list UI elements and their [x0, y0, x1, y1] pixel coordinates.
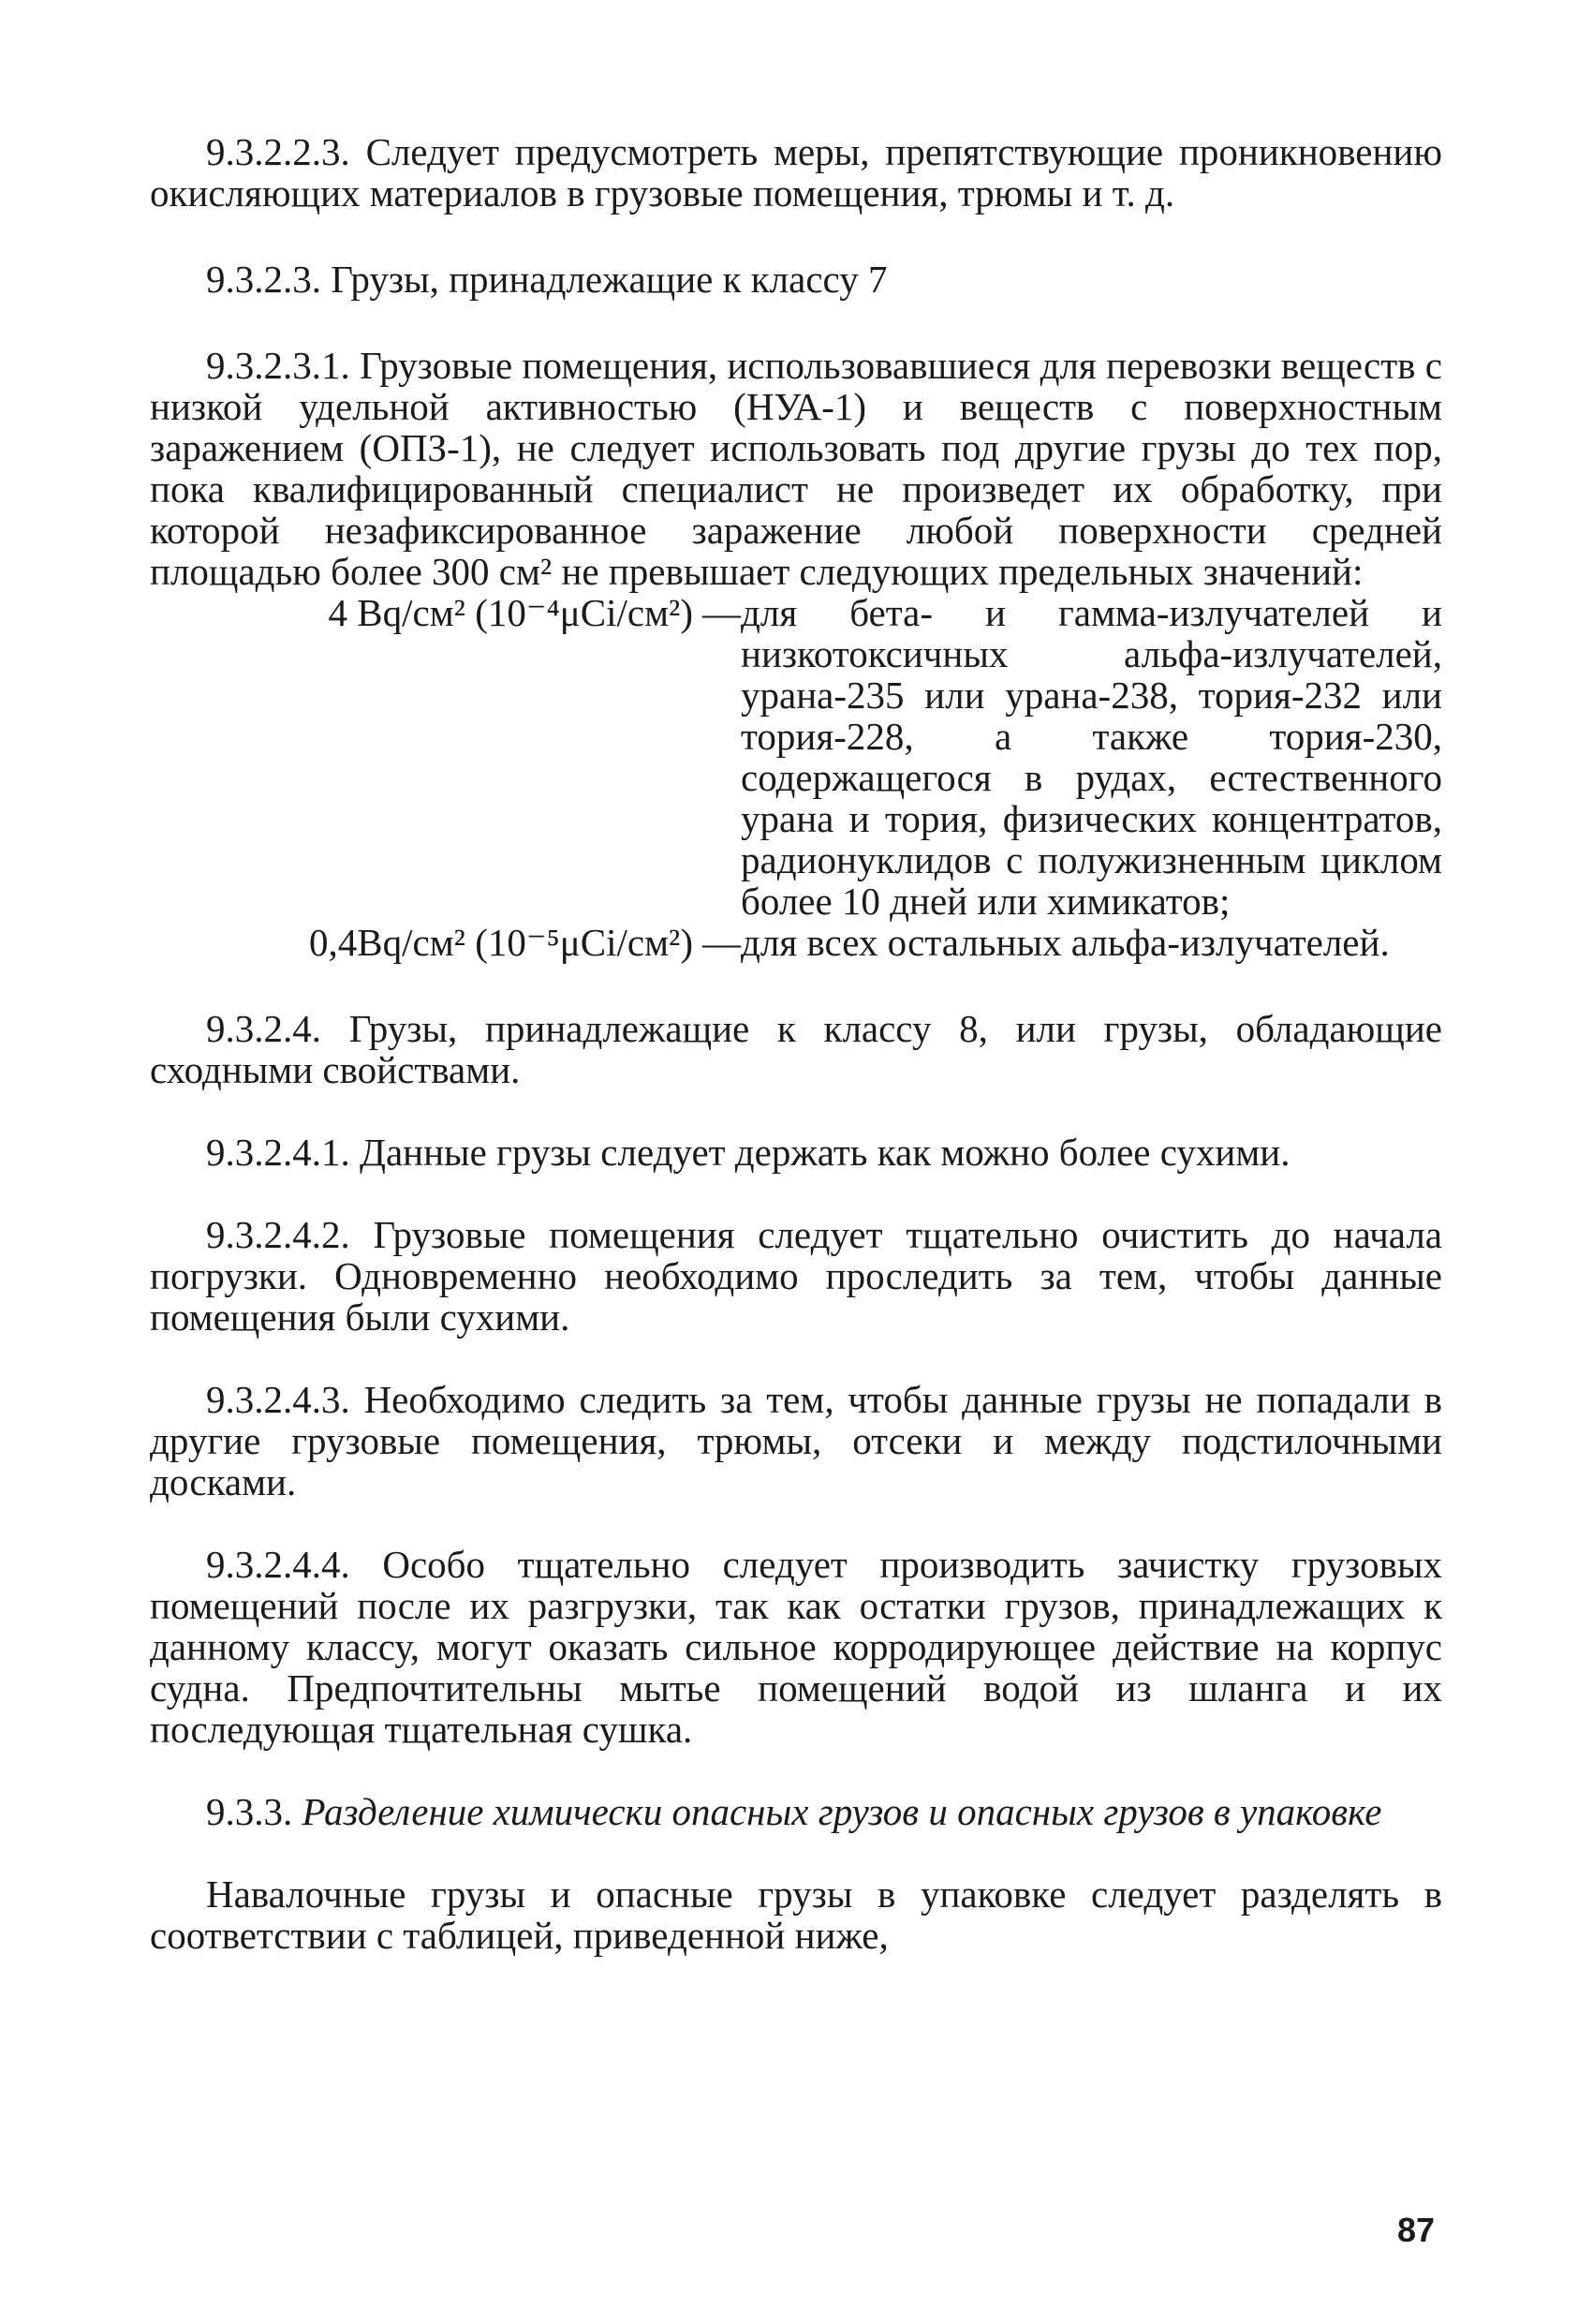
limit-dash: —: [702, 591, 741, 634]
heading-class-7: 9.3.2.3. Грузы, принадлежащие к классу 7: [206, 258, 888, 301]
section-title: Разделение химически опасных грузов и опасных грузов в упаковке: [302, 1790, 1382, 1833]
page-number: 87: [1397, 2211, 1436, 2249]
spacer: [150, 1090, 1442, 1132]
limit-value: 0,4Bq/см² (10⁻⁵μCi/см²): [309, 921, 693, 964]
spacer: [150, 963, 1442, 1008]
spacer: [150, 1502, 1442, 1544]
paragraph-9-3-2-4-4: 9.3.2.4.4. Особо тщательно следует производить зачистку грузовых помещений после их разгрузки, так как остатки грузов, принадлежащих к данному классу, могут оказать сильное корродирующее действие на корпус судна. Предпочтительны мытье помещений водой из шланга и их последующая тщательная сушка.: [150, 1543, 1442, 1751]
paragraph-9-3-2-4-3: 9.3.2.4.3. Необходимо следить за тем, чтобы данные грузы не попадали в другие грузовые помещения, трюмы, отсеки и между подстилочными досками.: [150, 1378, 1442, 1503]
limit-row: [150, 922, 1442, 963]
limit-dash: —: [702, 921, 741, 964]
spacer: [150, 214, 1442, 259]
limit-values-table: [150, 592, 1442, 963]
spacer: [150, 1832, 1442, 1873]
paragraph-9-3-2-4-1: 9.3.2.4.1. Данные грузы следует держать как можно более сухими.: [206, 1131, 1291, 1174]
paragraph-9-3-2-2-3: 9.3.2.2.3. Следует предусмотреть меры, препятствующие проникновению окисляющих материалов в грузовые помещения, трюмы и т. д.: [150, 130, 1442, 215]
limit-value: 4 Bq/см² (10⁻⁴μCi/см²): [328, 591, 693, 634]
limit-description: для бета- и гамма-излучателей и низкотоксичных альфа-излучателей, урана-235 или урана-238, тория-232 или тория-228, а также тория-230, содержащегося в рудах, естественного урана и тория, физических концентратов, радионуклидов с полужизненным циклом более 10 дней или химикатов;: [741, 591, 1442, 923]
spacer: [150, 1173, 1442, 1214]
spacer: [150, 1750, 1442, 1791]
spacer: [150, 1338, 1442, 1379]
paragraph-9-3-2-4: 9.3.2.4. Грузы, принадлежащие к классу 8, или грузы, обладающие сходными свойствами.: [150, 1007, 1442, 1091]
section-heading-9-3-3: [150, 1791, 1442, 1832]
paragraph-9-3-2-4-2: 9.3.2.4.2. Грузовые помещения следует тщательно очистить до начала погрузки. Одновременно необходимо проследить за тем, чтобы данные помещения были сухими.: [150, 1213, 1442, 1339]
page-content: [150, 131, 1442, 1956]
spacer: [150, 300, 1442, 345]
paragraph-separation: Навалочные грузы и опасные грузы в упаковке следует разделять в соответствии с таблицей, приведенной ниже,: [150, 1873, 1442, 1957]
section-number: 9.3.3.: [206, 1790, 293, 1833]
paragraph-9-3-2-3-1: 9.3.2.3.1. Грузовые помещения, использовавшиеся для перевозки веществ с низкой удельной активностью (НУА-1) и веществ с поверхностным заражением (ОПЗ-1), не следует использовать под другие грузы до тех пор, пока квалифицированный специалист не произведет их обработку, при которой незафиксированное заражение любой поверхности средней площадью более 300 см² не превышает следующих предельных значений:: [150, 344, 1442, 593]
limit-row: [150, 592, 1442, 922]
limit-description: для всех остальных альфа-излучателей.: [741, 921, 1390, 964]
